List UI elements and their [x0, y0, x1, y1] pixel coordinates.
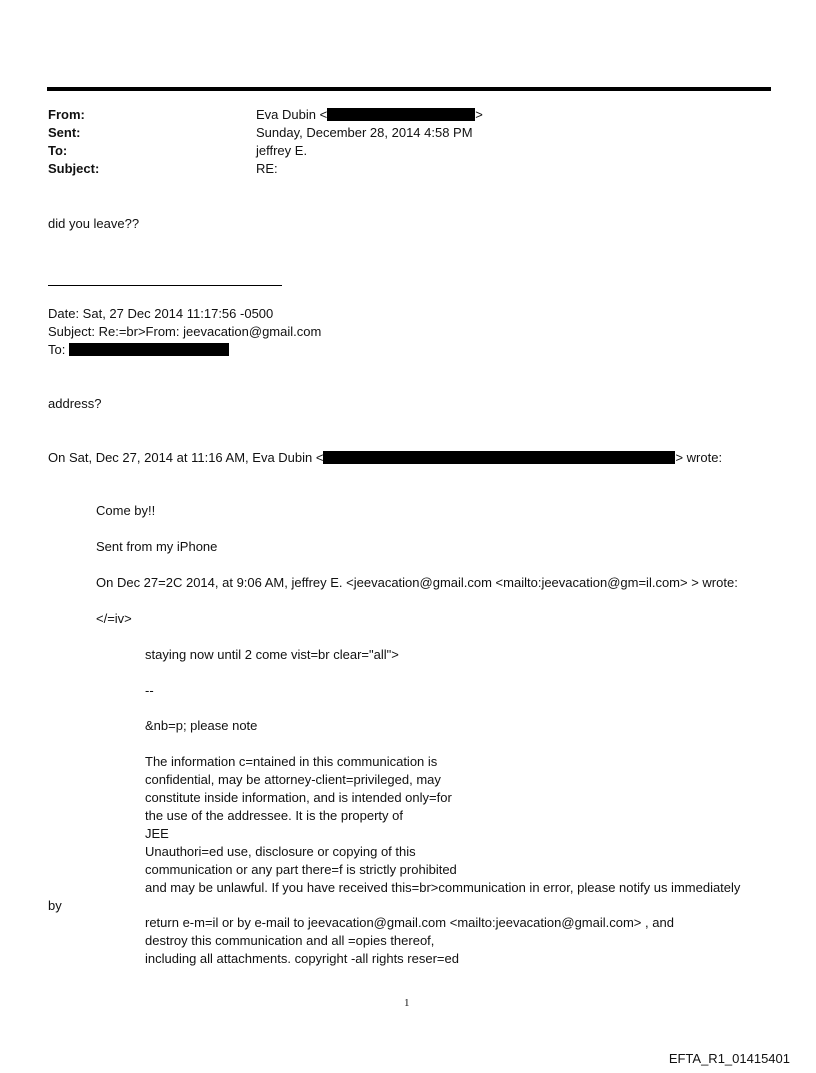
come-by: Come by!!: [96, 503, 156, 518]
quoted-subject: Subject: Re:=br>From: jeevacation@gmail.com: [48, 324, 322, 339]
please-note: &nb=p; please note: [145, 718, 258, 733]
disclaimer-line: return e-m=il or by e-mail to jeevacation@gmail.com <mailto:jeevacation@gmail.com> , and: [145, 915, 674, 930]
disclaimer-line: the use of the addressee. It is the property of: [145, 808, 403, 823]
quoted-date: Date: Sat, 27 Dec 2014 11:17:56 -0500: [48, 306, 274, 321]
on-dec-line: On Dec 27=2C 2014, at 9:06 AM, jeffrey E. <jeevacation@gmail.com <mailto:jeevacation@gm=il.com> > wrote:: [96, 575, 738, 590]
div-close: </=iv>: [96, 611, 132, 626]
subject-label: Subject:: [48, 161, 100, 176]
dashes: --: [145, 683, 154, 698]
address-line: address?: [48, 396, 102, 411]
disclaimer-line: Unauthori=ed use, disclosure or copying of this: [145, 844, 416, 859]
from-value-suffix: >: [475, 107, 483, 122]
by-line: by: [48, 898, 62, 913]
on-line-suffix: > wrote:: [675, 450, 723, 465]
redaction-box: [323, 451, 675, 464]
sent-value: Sunday, December 28, 2014 4:58 PM: [256, 125, 473, 140]
disclaimer-line: and may be unlawful. If you have received this=br>communication in error, please notify us immediately: [145, 880, 741, 895]
on-line: [48, 449, 722, 467]
to-value: jeffrey E.: [256, 143, 308, 158]
disclaimer-block: [145, 753, 785, 897]
staying-line: staying now until 2 come vist=br clear="all">: [145, 647, 399, 662]
disclaimer-line: communication or any part there=f is strictly prohibited: [145, 862, 457, 877]
from-value-prefix: Eva Dubin <: [256, 107, 328, 122]
separator-line: [48, 285, 282, 286]
to-label: To:: [48, 143, 68, 158]
top-rule: [47, 87, 771, 91]
disclaimer-line: confidential, may be attorney-client=privileged, may: [145, 772, 441, 787]
from-value: [256, 106, 483, 124]
sent-from-iphone: Sent from my iPhone: [96, 539, 218, 554]
disclaimer-line: The information c=ntained in this communication is: [145, 754, 438, 769]
document-id: EFTA_R1_01415401: [668, 1051, 790, 1066]
page-number: 1: [404, 997, 410, 1009]
quoted-to-label: To:: [48, 342, 66, 357]
subject-value: RE:: [256, 161, 278, 176]
redaction-box: [69, 343, 229, 356]
body-line-did-you-leave: did you leave??: [48, 216, 140, 231]
redaction-box: [327, 108, 475, 121]
quoted-to: [48, 341, 229, 359]
disclaimer-block-2: [145, 914, 674, 968]
sent-label: Sent:: [48, 125, 81, 140]
disclaimer-line: destroy this communication and all =opies thereof,: [145, 933, 435, 948]
from-label: From:: [48, 107, 85, 122]
disclaimer-line: constitute inside information, and is intended only=for: [145, 790, 452, 805]
disclaimer-line: including all attachments. copyright -all rights reser=ed: [145, 951, 459, 966]
on-line-prefix: On Sat, Dec 27, 2014 at 11:16 AM, Eva Dubin <: [48, 450, 324, 465]
disclaimer-line: JEE: [145, 826, 169, 841]
